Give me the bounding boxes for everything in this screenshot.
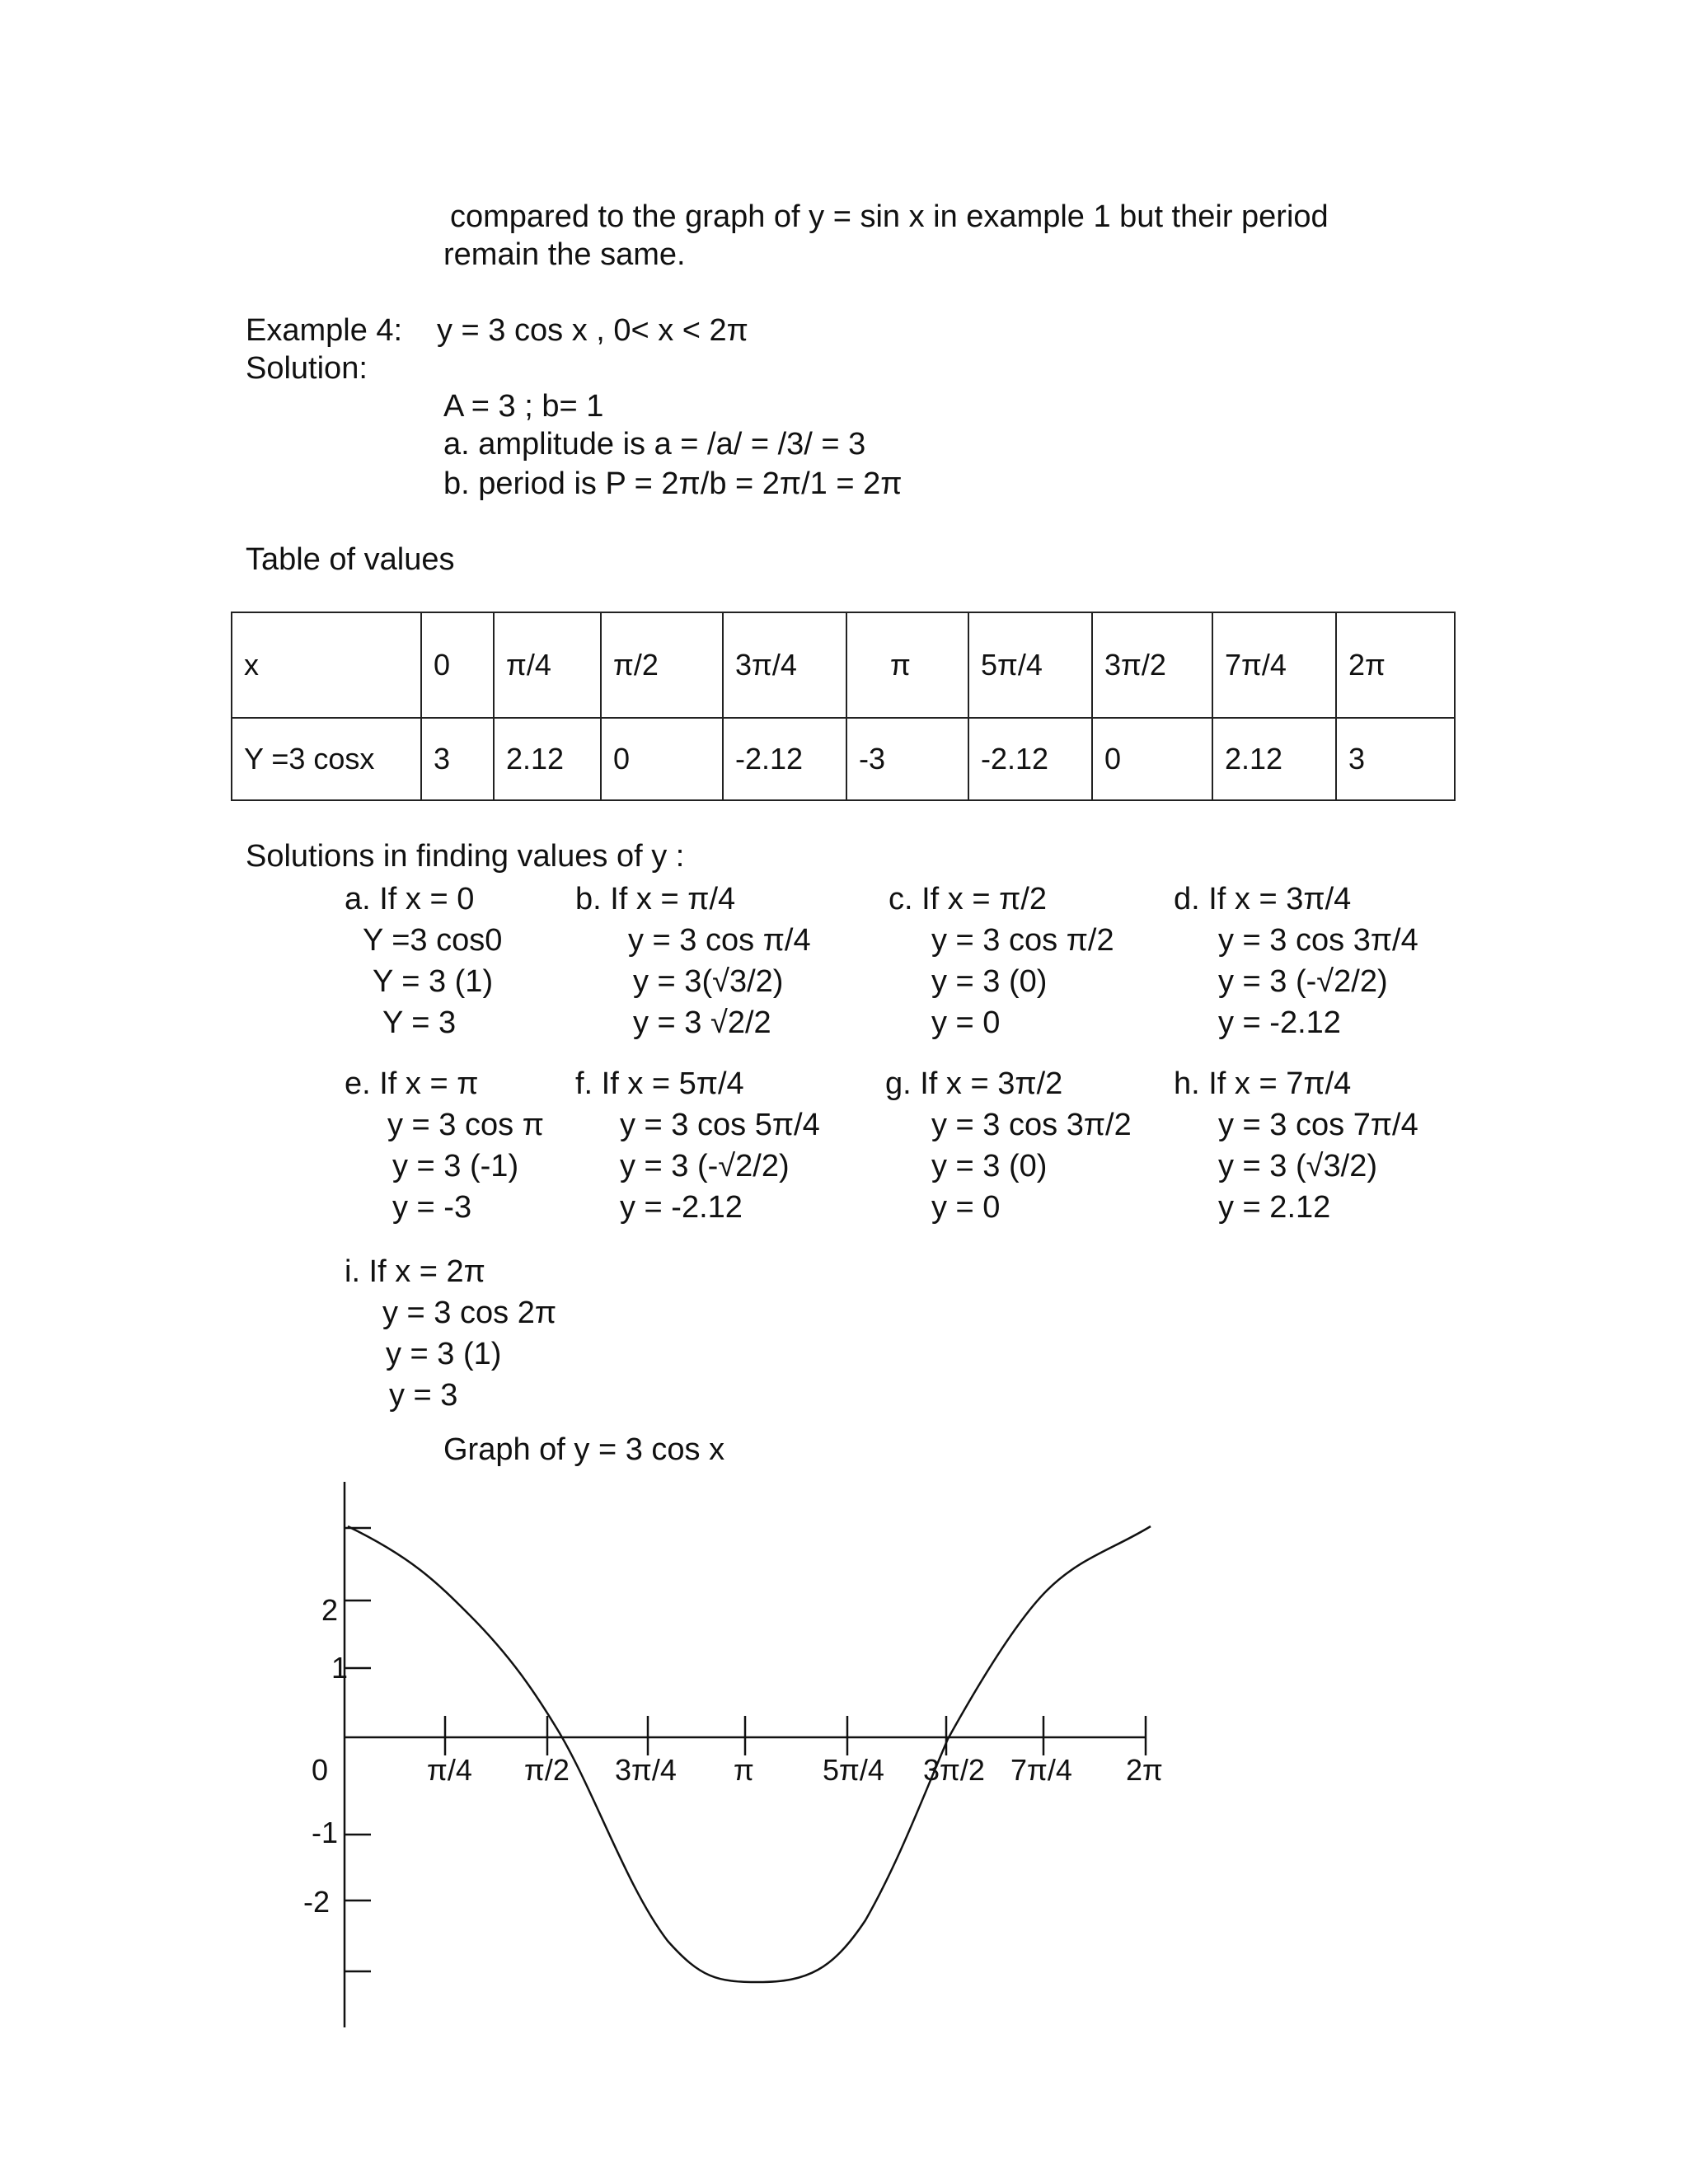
solution-step: y = 3 cos 3π/4 [1218, 923, 1418, 958]
table-cell: π/4 [494, 612, 601, 718]
table-cell: 5π/4 [968, 612, 1092, 718]
solution-head: d. If x = 3π/4 [1174, 882, 1352, 916]
table-cell: 3 [1336, 718, 1455, 800]
x-tick-label: 3π/4 [615, 1753, 677, 1787]
solution-step: y = 3 (-√2/2) [620, 1149, 790, 1183]
solution-step: y = 3 cos 2π [382, 1296, 557, 1330]
solution-head: e. If x = π [345, 1066, 479, 1101]
table-cell: 3π/4 [723, 612, 846, 718]
table-cell: -2.12 [723, 718, 846, 800]
solution-step: y = 3(√3/2) [633, 964, 784, 999]
table-cell: 0 [601, 718, 723, 800]
y-tick-label: 2 [321, 1593, 339, 1627]
solution-step: y = 3 cos π/4 [628, 923, 811, 958]
table-cell: -3 [846, 718, 968, 800]
solution-step: Y = 3 (1) [373, 964, 494, 999]
solution-step: y = -3 [392, 1190, 472, 1225]
table-cell: 3π/2 [1092, 612, 1212, 718]
example-label: Example 4: [246, 313, 403, 348]
x-tick-label: 3π/2 [923, 1753, 985, 1787]
solution-step: y = 3 [389, 1378, 458, 1413]
solution-step: y = 3 (1) [386, 1337, 502, 1371]
solutions-title: Solutions in finding values of y : [246, 839, 685, 874]
solution-step: y = 3 cos π [387, 1108, 544, 1142]
table-cell: π [846, 612, 968, 718]
intro-line-2: remain the same. [443, 237, 686, 272]
solution-head: i. If x = 2π [345, 1254, 485, 1289]
graph-title: Graph of y = 3 cos x [443, 1432, 725, 1467]
solution-step: y = 3 (0) [931, 1149, 1048, 1183]
solution-label: Solution: [246, 351, 368, 386]
y-tick-label: 1 [331, 1651, 349, 1685]
solution-head: h. If x = 7π/4 [1174, 1066, 1352, 1101]
solution-step: Y = 3 [382, 1005, 457, 1040]
solution-step: y = -2.12 [620, 1190, 743, 1225]
table-cell: 0 [421, 612, 494, 718]
example-params: A = 3 ; b= 1 [443, 389, 604, 424]
solution-step: y = 3 cos 5π/4 [620, 1108, 820, 1142]
table-cell: 3 [421, 718, 494, 800]
solution-step: y = 0 [931, 1005, 1001, 1040]
table-title: Table of values [246, 542, 455, 577]
y-tick-label: 0 [312, 1753, 329, 1787]
table-header-x: x [232, 612, 421, 718]
example-equation: y = 3 cos x , 0< x < 2π [437, 313, 748, 348]
solution-head: c. If x = π/2 [889, 882, 1048, 916]
table-cell: 2π [1336, 612, 1455, 718]
solution-step: y = 3 (-1) [392, 1149, 519, 1183]
solution-step: Y =3 cos0 [363, 923, 503, 958]
table-cell: -2.12 [968, 718, 1092, 800]
intro-line-1: compared to the graph of y = sin x in example 1 but their period [450, 199, 1329, 234]
x-tick-label: π/2 [524, 1753, 570, 1787]
solution-step: y = 3 cos 7π/4 [1218, 1108, 1418, 1142]
x-tick-label: 2π [1126, 1753, 1163, 1787]
amplitude-line: a. amplitude is a = /a/ = /3/ = 3 [443, 427, 866, 462]
y-tick-label: -2 [303, 1885, 331, 1919]
solution-step: y = 2.12 [1218, 1190, 1331, 1225]
table-cell: 2.12 [1212, 718, 1336, 800]
solution-step: y = 0 [931, 1190, 1001, 1225]
table-header-y: Y =3 cosx [232, 718, 421, 800]
solution-step: y = -2.12 [1218, 1005, 1341, 1040]
x-tick-label: π [734, 1753, 754, 1787]
table-cell: 0 [1092, 718, 1212, 800]
solution-step: y = 3 (0) [931, 964, 1048, 999]
solution-step: y = 3 (-√2/2) [1218, 964, 1388, 999]
x-tick-label: 7π/4 [1010, 1753, 1072, 1787]
solution-step: y = 3 cos π/2 [931, 923, 1114, 958]
solution-head: f. If x = 5π/4 [575, 1066, 744, 1101]
x-tick-label: π/4 [427, 1753, 472, 1787]
solution-head: a. If x = 0 [345, 882, 475, 916]
table-cell: 2.12 [494, 718, 601, 800]
period-line: b. period is P = 2π/b = 2π/1 = 2π [443, 466, 903, 501]
solution-step: y = 3 cos 3π/2 [931, 1108, 1132, 1142]
x-tick-label: 5π/4 [823, 1753, 884, 1787]
solution-step: y = 3 (√3/2) [1218, 1149, 1377, 1183]
solution-step: y = 3 √2/2 [633, 1005, 771, 1040]
y-tick-label: -1 [312, 1816, 339, 1849]
solution-head: b. If x = π/4 [575, 882, 736, 916]
table-cell: π/2 [601, 612, 723, 718]
table-cell: 7π/4 [1212, 612, 1336, 718]
solution-head: g. If x = 3π/2 [885, 1066, 1063, 1101]
